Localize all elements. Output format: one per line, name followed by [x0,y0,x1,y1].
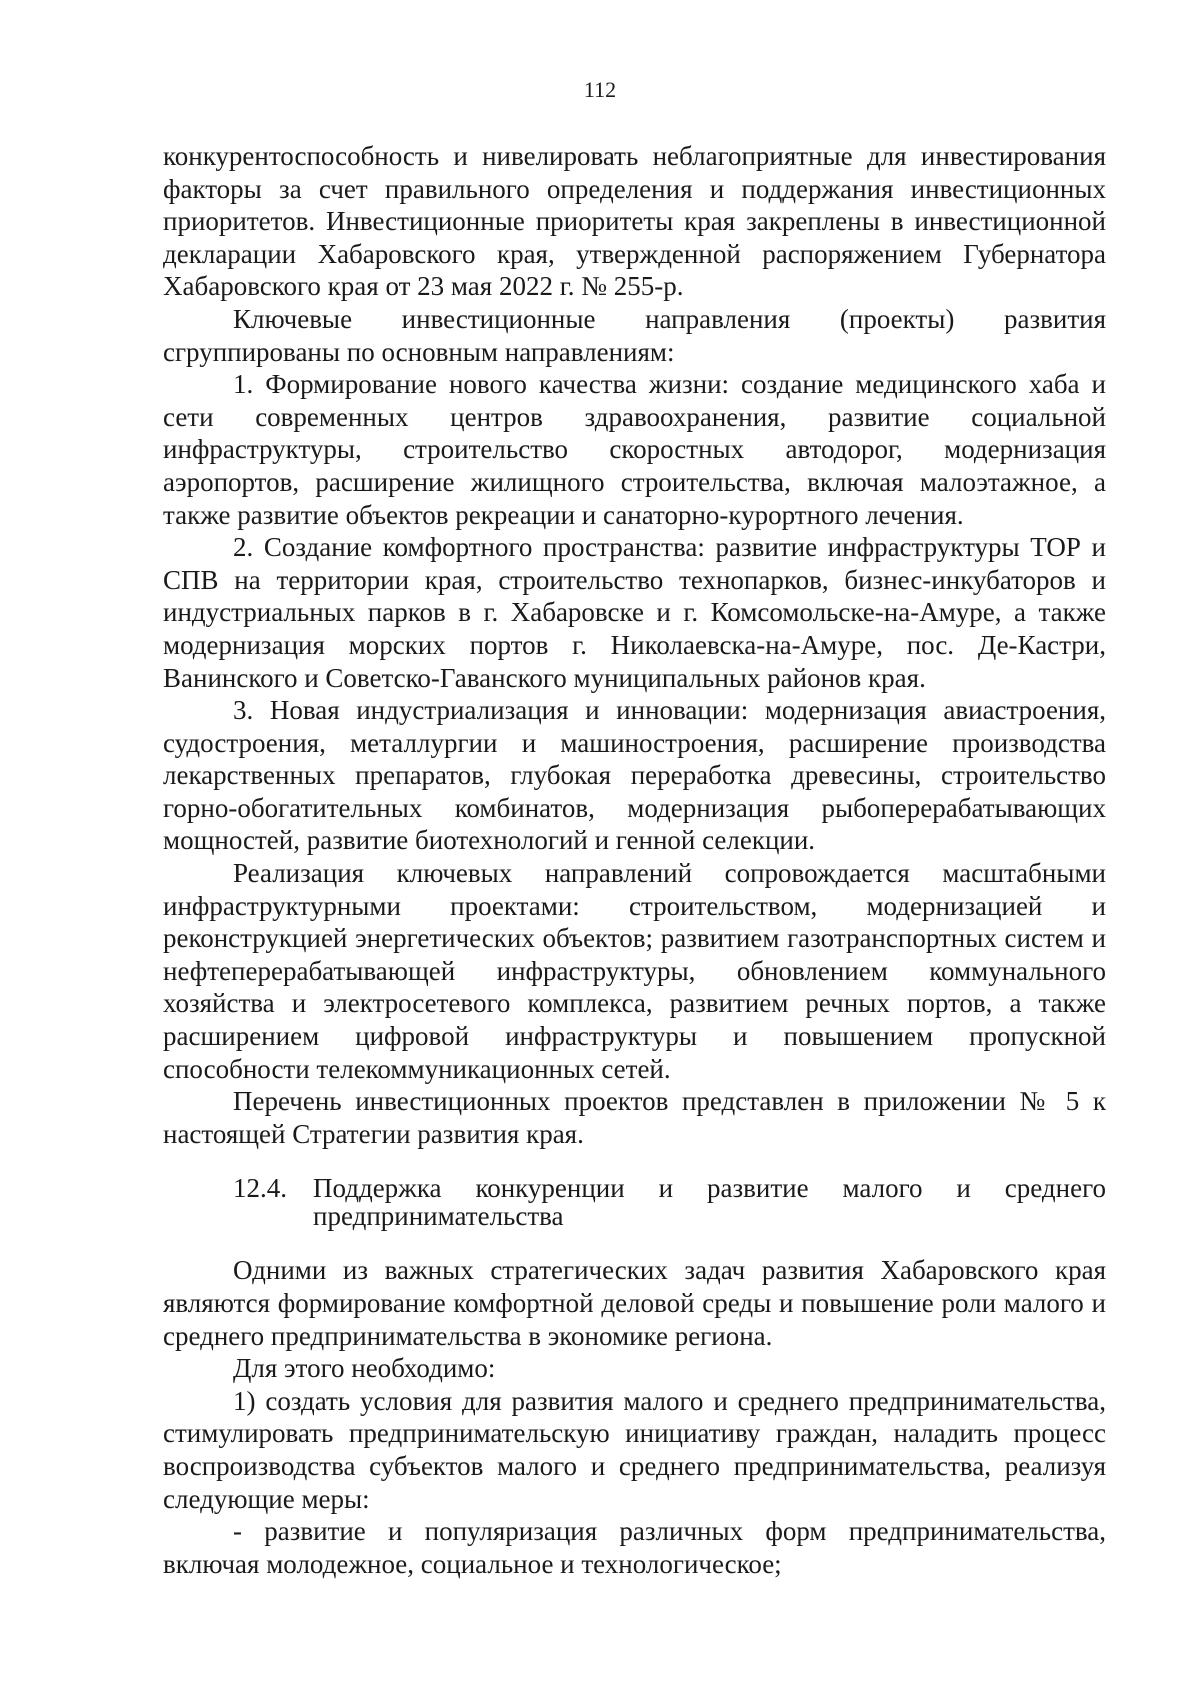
section-title: Поддержка конкуренции и развитие малого и среднего предпринимательства [313,1173,1106,1232]
paragraph-continuation: конкурентоспособность и нивелировать неблагоприятные для инвестирования факторы за счет правильного определения и поддержания инвестиционных приоритетов. Инвестиционные приоритеты края закреплены в инвестиционной декларации Хабаровского края, утвержденной распоряжением Губернатора Хабаровского края от 23 мая 2022 г. № 255-р. [163,141,1106,302]
paragraph-project-list: Перечень инвестиционных проектов представлен в приложении № 5 к настоящей Стратегии развития края. [163,1086,1106,1149]
paragraph-necessary: Для этого необходимо: [233,1353,496,1384]
paragraph-measure-item: - развитие и популяризация различных форм предпринимательства, включая молодежное, социальное и технологическое; [163,1516,1106,1579]
section-heading [163,1174,1106,1230]
paragraph-strategic-tasks: Одними из важных стратегических задач развития Хабаровского края являются формирование комфортной деловой среды и повышение роли малого и среднего предпринимательства в экономике региона. [163,1255,1106,1351]
paragraph-direction-1: 1. Формирование нового качества жизни: создание медицинского хаба и сети современных центров здравоохранения, развитие социальной инфраструктуры, строительство скоростных автодорог, модернизация аэропортов, расширение жилищного строительства, включая малоэтажное, а также развитие объектов рекреации и санаторно-курортного лечения. [163,369,1106,530]
section-number: 12.4. [233,1173,287,1204]
paragraph-infrastructure: Реализация ключевых направлений сопровождается масштабными инфраструктурными проектами: строительством, модернизацией и реконструкцией энергетических объектов; развитием газотранспортных систем и нефтеперерабатывающей инфраструктуры, обновлением коммунального хозяйства и электросетевого комплекса, развитием речных портов, а также расширением цифровой инфраструктуры и повышением пропускной способности телекоммуникационных сетей. [163,858,1106,1084]
paragraph-direction-2: 2. Создание комфортного пространства: развитие инфраструктуры ТОР и СПВ на территории края, строительство технопарков, бизнес-инкубаторов и индустриальных парков в г. Хабаровске и г. Комсомольске-на-Амуре, а также модернизация морских портов г. Николаевска-на-Амуре, пос. Де-Кастри, Ванинского и Советско-Гаванского муниципальных районов края. [163,532,1106,693]
document-body [163,140,1106,1580]
paragraph-measure-1: 1) создать условия для развития малого и среднего предпринимательства, стимулировать предпринимательскую инициативу граждан, наладить процесс воспроизводства субъектов малого и среднего предпринимательства, реализуя следующие меры: [163,1385,1106,1514]
paragraph-key-directions: Ключевые инвестиционные направления (проекты) развития сгруппированы по основным направлениям: [163,303,1106,367]
paragraph-direction-3: 3. Новая индустриализация и инновации: модернизация авиастроения, судостроения, металлургии и машиностроения, расширение производства лекарственных препаратов, глубокая переработка древесины, строительство горно-обогатительных комбинатов, модернизация рыбоперерабатывающих мощностей, развитие биотехнологий и генной селекции. [163,695,1106,856]
page-number: 112 [583,77,617,102]
